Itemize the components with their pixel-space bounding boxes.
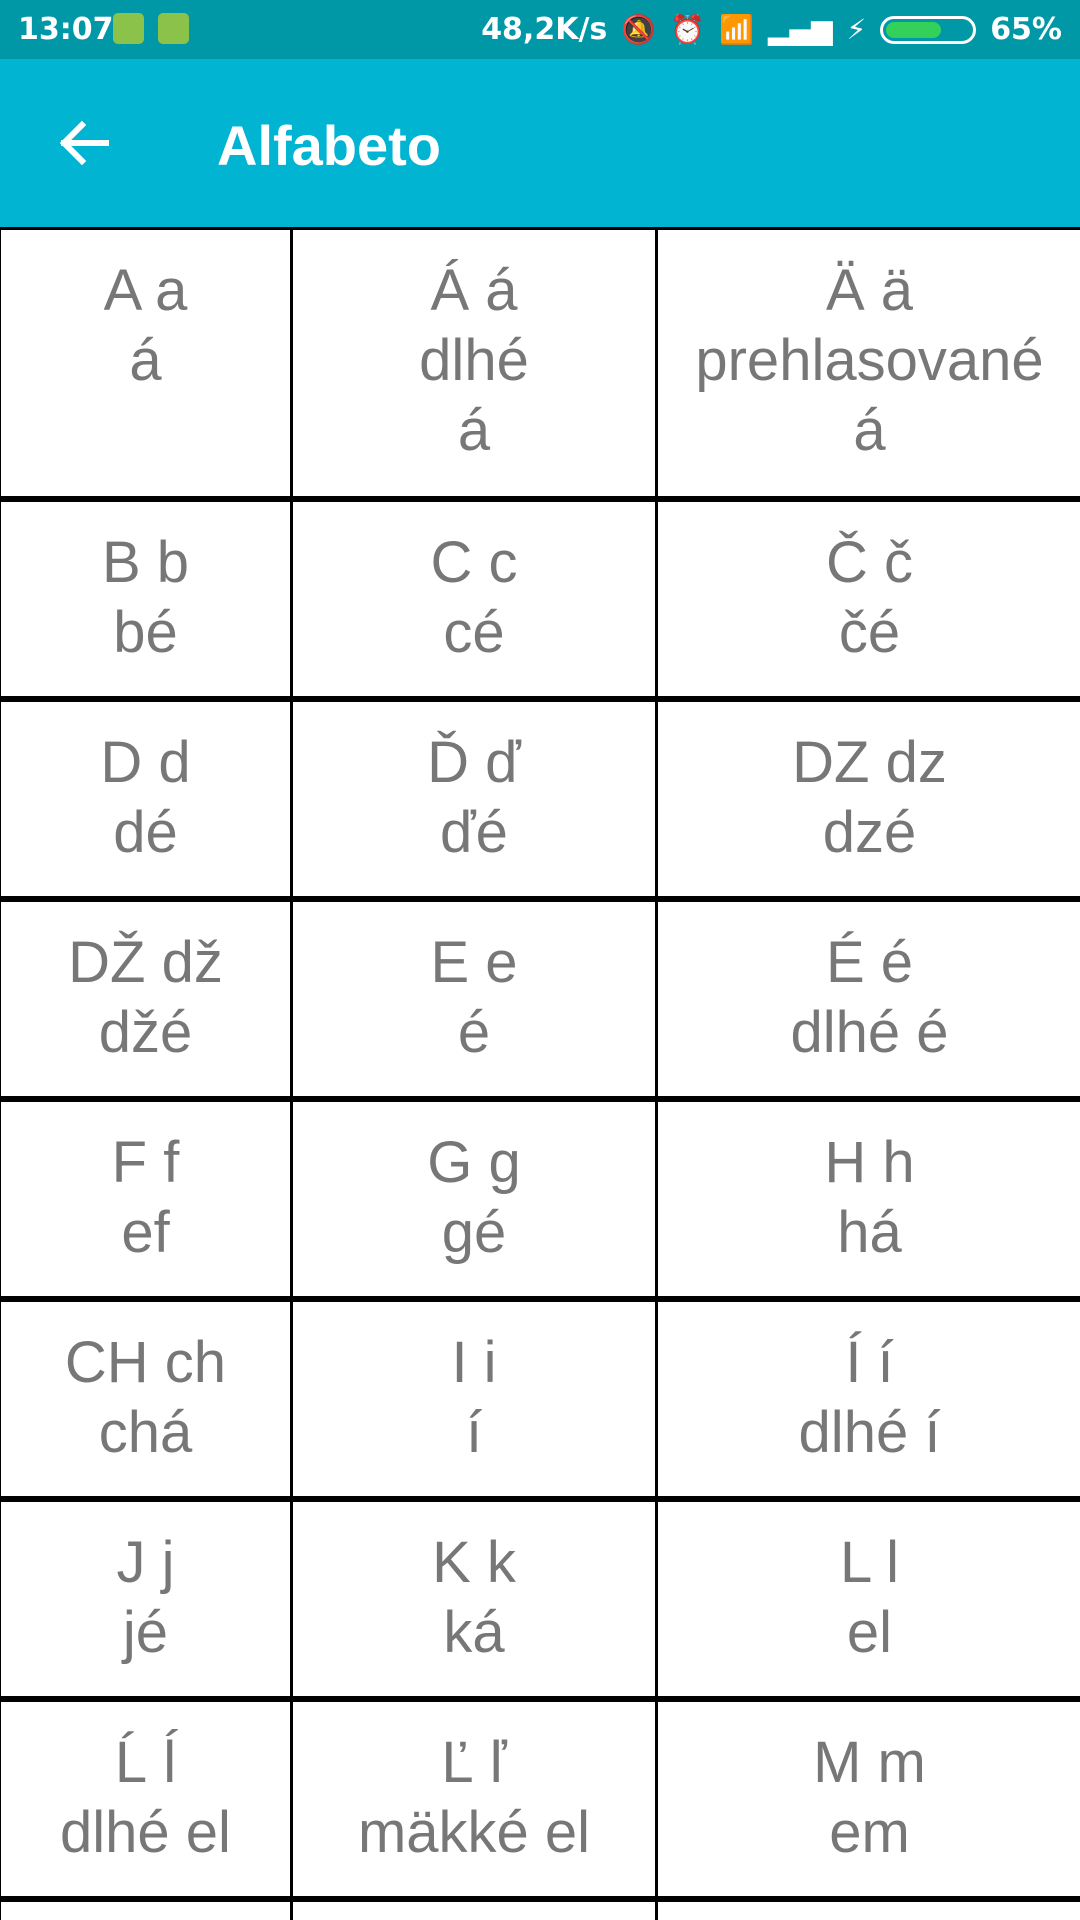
letter-cell[interactable] <box>293 902 655 1096</box>
letter-glyph: K k <box>432 1530 516 1595</box>
letter-pronunciation: jé <box>122 1600 169 1665</box>
charging-icon: ⚡ <box>846 12 867 46</box>
letter-pronunciation: gé <box>441 1200 507 1265</box>
letter-glyph: D d <box>100 730 191 795</box>
letter-pronunciation: cé <box>443 600 505 665</box>
letter-cell[interactable] <box>658 902 1080 1096</box>
letter-glyph: M m <box>813 1730 926 1795</box>
letter-glyph: Č č <box>826 530 913 595</box>
letter-glyph: É é <box>825 930 914 995</box>
letter-cell[interactable] <box>293 1502 655 1696</box>
letter-glyph: Ĺ ĺ <box>114 1730 177 1795</box>
letter-pronunciation: ef <box>121 1200 170 1265</box>
letter-cell[interactable] <box>1 230 290 496</box>
letter-glyph: C c <box>430 530 518 595</box>
android-icon <box>158 13 189 44</box>
letter-cell[interactable] <box>293 1302 655 1496</box>
letter-cell[interactable] <box>1 1502 290 1696</box>
alphabet-grid <box>0 227 1080 1920</box>
letter-pronunciation: dlhé <box>419 328 529 393</box>
letter-glyph: Ď ď <box>427 730 521 795</box>
letter-glyph: A a <box>103 258 188 323</box>
letter-cell[interactable] <box>293 1102 655 1296</box>
letter-glyph: Á á <box>430 258 518 323</box>
battery-percent: 65% <box>990 12 1062 47</box>
letter-pronunciation: mäkké el <box>357 1800 591 1865</box>
back-button[interactable] <box>44 103 124 183</box>
letter-glyph: B b <box>101 530 190 595</box>
letter-cell[interactable] <box>658 1902 1080 1920</box>
letter-cell[interactable] <box>293 1902 655 1920</box>
letter-pronunciation: dé <box>113 800 178 865</box>
letter-pronunciation: em <box>829 1800 910 1865</box>
letter-glyph: L l <box>839 1530 900 1595</box>
letter-glyph: DZ dz <box>792 730 947 795</box>
letter-pronunciation: bé <box>113 600 178 665</box>
status-time: 13:07 <box>18 12 114 47</box>
letter-glyph: J j <box>116 1530 175 1595</box>
letter-pronunciation: dzé <box>822 800 917 865</box>
letter-glyph: G g <box>427 1130 521 1195</box>
letter-cell[interactable] <box>1 1902 290 1920</box>
letter-glyph: Í í <box>845 1330 894 1395</box>
letter-glyph: E e <box>430 930 518 995</box>
letter-cell[interactable] <box>658 1502 1080 1696</box>
battery-saver-icon <box>113 13 144 44</box>
letter-cell[interactable] <box>658 702 1080 896</box>
letter-pronunciation: dlhé í <box>798 1400 941 1465</box>
mute-icon: 🔕 <box>621 12 657 46</box>
alarm-icon: ⏰ <box>670 12 706 46</box>
letter-pronunciation: dlhé é <box>790 1000 949 1065</box>
letter-cell[interactable] <box>658 1702 1080 1896</box>
letter-glyph: DŽ dž <box>68 930 223 995</box>
status-right <box>481 12 1062 47</box>
letter-cell[interactable] <box>658 1302 1080 1496</box>
letter-glyph: Ä ä <box>825 258 914 323</box>
arrow-back-icon <box>44 103 124 183</box>
letter-pronunciation: é <box>457 1000 491 1065</box>
letter-pronunciation: džé <box>98 1000 193 1065</box>
letter-pronunciation: chá <box>98 1400 193 1465</box>
letter-pronunciation: ďé <box>440 800 508 865</box>
letter-cell[interactable] <box>658 230 1080 496</box>
letter-glyph: Ľ ľ <box>441 1730 507 1795</box>
page-title: Alfabeto <box>217 114 441 177</box>
letter-cell[interactable] <box>1 1302 290 1496</box>
letter-glyph: F f <box>111 1130 180 1195</box>
letter-pronunciation: í <box>465 1400 483 1465</box>
letter-pronunciation: dlhé el <box>60 1800 231 1865</box>
wifi-icon: 📶 <box>719 12 754 46</box>
letter-cell[interactable] <box>293 502 655 696</box>
letter-cell[interactable] <box>1 502 290 696</box>
letter-pronunciation: á <box>129 328 162 393</box>
letter-cell[interactable] <box>658 502 1080 696</box>
letter-pronunciation: prehlasované <box>695 328 1044 393</box>
letter-pronunciation: á <box>457 398 491 463</box>
letter-cell[interactable] <box>1 1702 290 1896</box>
battery-fill <box>886 22 941 38</box>
status-bar <box>0 0 1080 59</box>
letter-cell[interactable] <box>658 1102 1080 1296</box>
letter-glyph: H h <box>824 1130 915 1195</box>
letter-pronunciation: á <box>853 398 886 463</box>
battery-icon <box>880 16 976 44</box>
letter-cell[interactable] <box>1 1102 290 1296</box>
letter-glyph: CH ch <box>64 1330 227 1395</box>
network-speed: 48,2K/s <box>481 12 608 47</box>
letter-pronunciation: el <box>846 1600 893 1665</box>
letter-cell[interactable] <box>293 1702 655 1896</box>
letter-cell[interactable] <box>1 902 290 1096</box>
letter-glyph: I i <box>451 1330 497 1395</box>
signal-icon: ▂▄▆ <box>767 12 833 46</box>
letter-pronunciation: čé <box>838 600 901 665</box>
letter-cell[interactable] <box>293 702 655 896</box>
letter-cell[interactable] <box>293 230 655 496</box>
letter-cell[interactable] <box>1 702 290 896</box>
letter-pronunciation: há <box>837 1200 902 1265</box>
letter-pronunciation: ká <box>443 1600 505 1665</box>
app-bar <box>0 59 1080 227</box>
